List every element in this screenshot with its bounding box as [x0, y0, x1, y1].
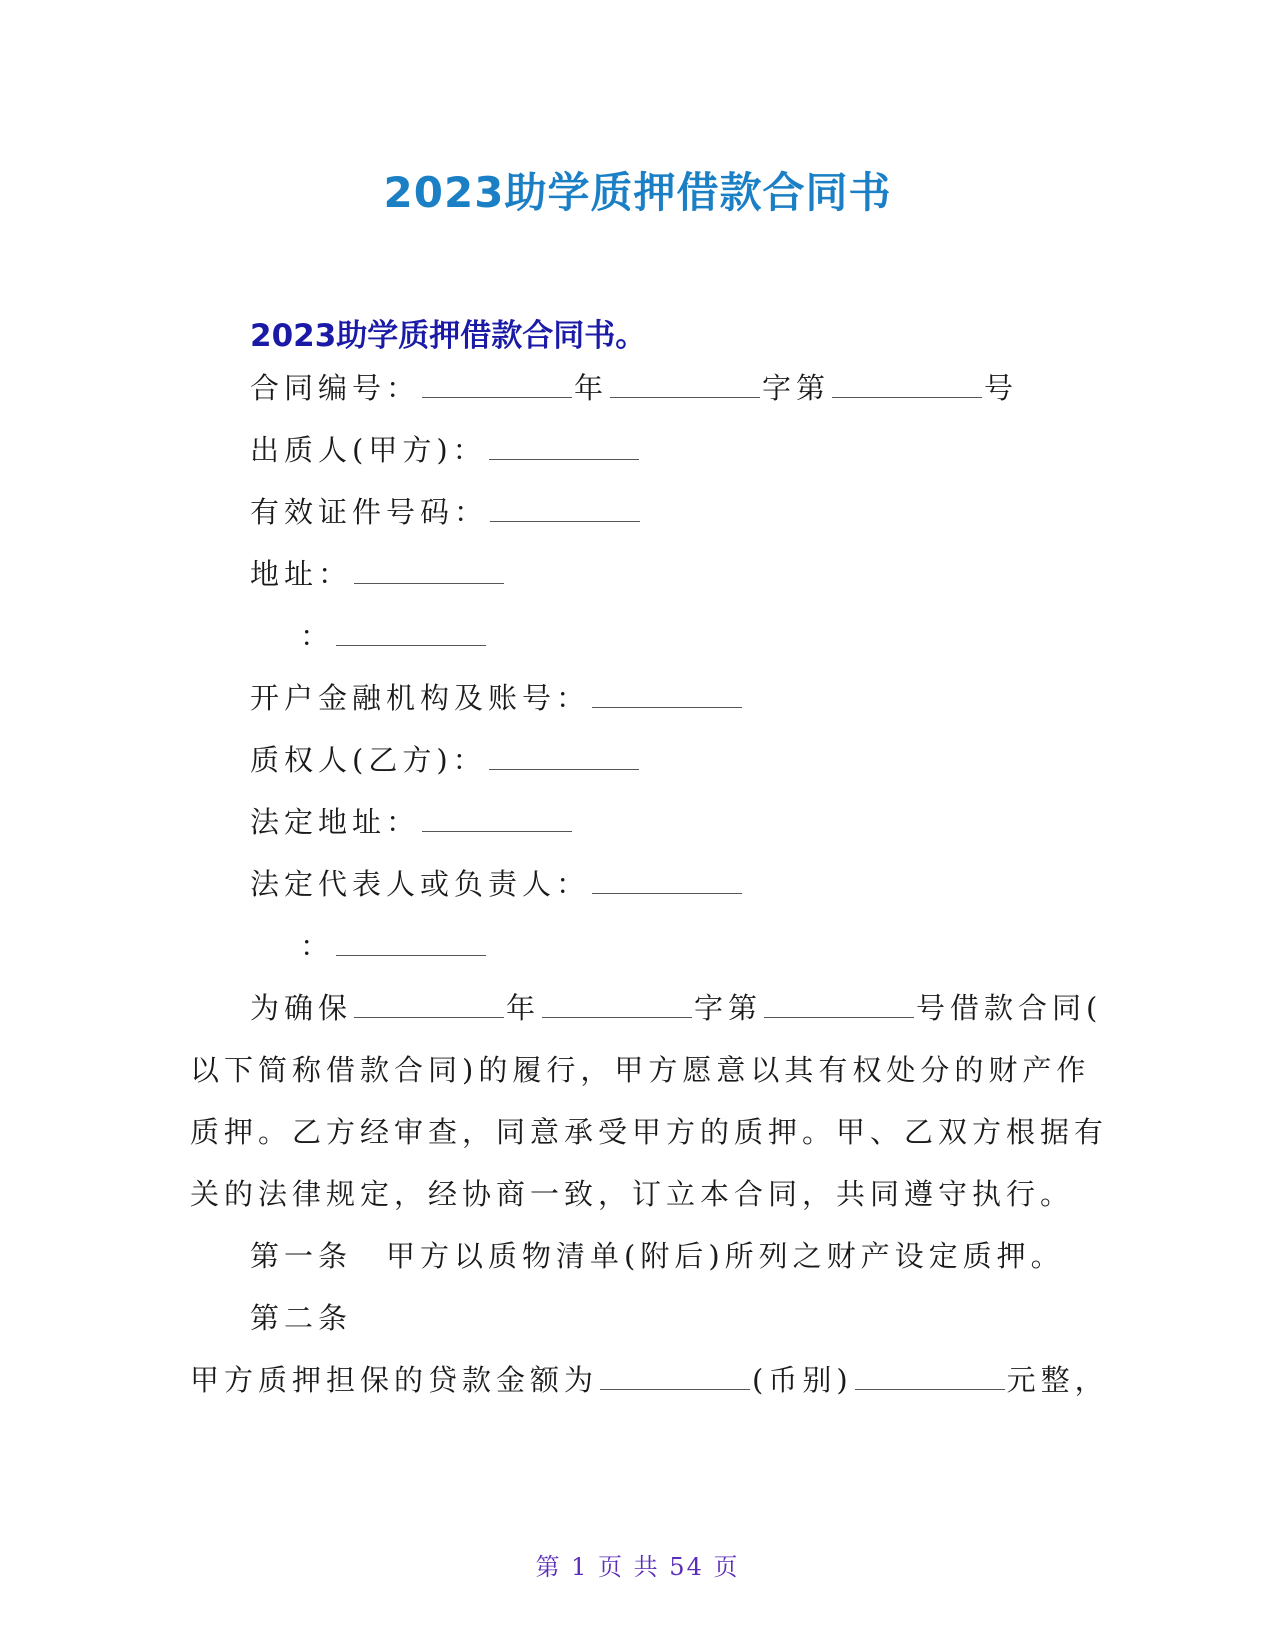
- bank-account-label: 开户金融机构及账号：: [250, 681, 591, 715]
- legal-rep-label: 法定代表人或负责人：: [250, 867, 591, 901]
- colon-line: ：: [300, 616, 488, 656]
- page-footer: 第 1 页 共 54 页: [535, 1553, 740, 1581]
- id-number-label: 有效证件号码：: [250, 495, 489, 529]
- article-1: 第一条 甲方以质物清单(附后)所列之财产设定质押。: [250, 1239, 1065, 1273]
- loan-amount-line: 甲方质押担保的贷款金额为 (币别) 元整，: [190, 1363, 1109, 1397]
- blank-field[interactable]: [855, 1363, 1005, 1390]
- blank-field[interactable]: [610, 371, 760, 398]
- blank-field[interactable]: [422, 805, 572, 832]
- paragraph-line: 为确保 年 字第 号借款合同(: [250, 991, 1103, 1025]
- legal-address-line: [250, 802, 574, 842]
- paragraph-line: 质押。乙方经审查，同意承受甲方的质押。甲、乙双方根据有: [190, 1115, 1109, 1149]
- legal-rep-line: [250, 864, 744, 904]
- blank-field[interactable]: [832, 371, 982, 398]
- address-label: 地址：: [250, 557, 353, 591]
- blank-field[interactable]: [354, 991, 504, 1018]
- pledgee-line: [250, 740, 641, 780]
- colon-line: ：: [300, 926, 488, 966]
- address-line: [250, 554, 506, 594]
- blank-field[interactable]: [489, 743, 639, 770]
- article-2: 第二条: [250, 1301, 353, 1335]
- blank-field[interactable]: [490, 495, 640, 522]
- contract-number-line: 合同编号： 年 字第 号: [250, 371, 1019, 405]
- blank-field[interactable]: [764, 991, 914, 1018]
- legal-address-label: 法定地址：: [250, 805, 421, 839]
- blank-field[interactable]: [592, 681, 742, 708]
- pledgor-line: [250, 430, 641, 470]
- blank-field[interactable]: [542, 991, 692, 1018]
- paragraph-line: 关的法律规定，经协商一致，订立本合同，共同遵守执行。: [190, 1177, 1075, 1211]
- id-number-line: [250, 492, 642, 532]
- blank-field[interactable]: [336, 619, 486, 646]
- blank-field[interactable]: [422, 371, 572, 398]
- bank-account-line: [250, 678, 744, 718]
- blank-field[interactable]: [600, 1363, 750, 1390]
- document-subtitle: 2023助学质押借款合同书。: [250, 318, 647, 354]
- document-title: 2023助学质押借款合同书: [383, 168, 892, 217]
- pledgor-label: 出质人(甲方)：: [250, 433, 487, 467]
- blank-field[interactable]: [336, 929, 486, 956]
- blank-field[interactable]: [489, 433, 639, 460]
- pledgee-label: 质权人(乙方)：: [250, 743, 487, 777]
- blank-field[interactable]: [592, 867, 742, 894]
- paragraph-line: 以下简称借款合同)的履行，甲方愿意以其有权处分的财产作: [190, 1053, 1091, 1087]
- contract-number-label: 合同编号：: [250, 371, 421, 405]
- blank-field[interactable]: [354, 557, 504, 584]
